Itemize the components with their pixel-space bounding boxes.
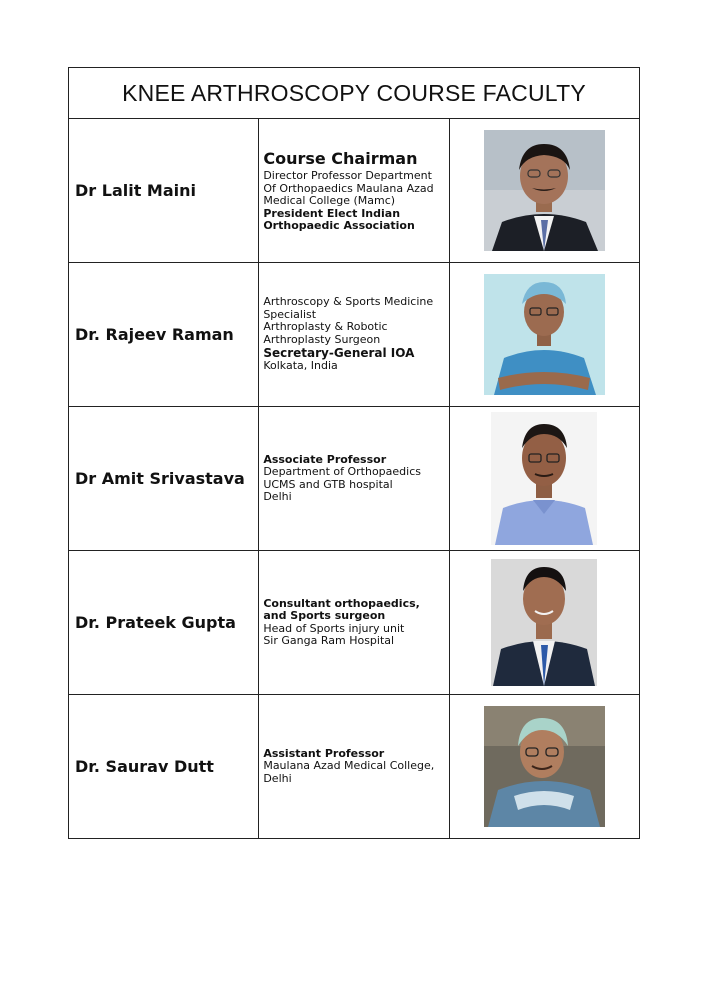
- faculty-line: UCMS and GTB hospital: [263, 477, 393, 491]
- faculty-info: [259, 263, 449, 407]
- faculty-line: Head of Sports injury unit: [263, 621, 405, 635]
- photo-cell: [449, 551, 639, 695]
- faculty-line: Maulana Azad Medical College,: [263, 759, 435, 773]
- page-title: KNEE ARTHROSCOPY COURSE FACULTY: [69, 68, 640, 119]
- faculty-info: [259, 695, 449, 839]
- faculty-name: Dr. Saurav Dutt: [69, 695, 259, 839]
- photo-cell: [449, 263, 639, 407]
- table-row: [69, 407, 640, 551]
- table-row: [69, 695, 640, 839]
- faculty-name: Dr. Rajeev Raman: [69, 263, 259, 407]
- headshot-rajeev-raman: [484, 274, 605, 395]
- faculty-line: Department of Orthopaedics: [263, 465, 421, 478]
- faculty-table: [68, 67, 640, 839]
- photo-cell: [449, 119, 639, 263]
- faculty-line: Arthroplasty & Robotic Arthroplasty Surgeon: [263, 320, 388, 346]
- headshot-saurav-dutt: [484, 706, 605, 827]
- faculty-line: Sir Ganga Ram Hospital: [263, 634, 395, 647]
- faculty-name: Dr. Prateek Gupta: [69, 551, 259, 695]
- faculty-info: [259, 407, 449, 551]
- headshot-amit-srivastava: [491, 412, 597, 545]
- faculty-bold-line: President Elect Indian Orthopaedic Association: [263, 206, 415, 233]
- faculty-bold-line: Associate Professor: [263, 452, 387, 466]
- faculty-line: Arthroscopy & Sports Medicine Specialist: [263, 295, 434, 321]
- photo-cell: [449, 695, 639, 839]
- table-row: [69, 119, 640, 263]
- faculty-name: Dr Amit Srivastava: [69, 407, 259, 551]
- faculty-bold-line: Secretary-General IOA: [263, 346, 415, 361]
- headshot-lalit-maini: [484, 130, 605, 251]
- faculty-name: Dr Lalit Maini: [69, 119, 259, 263]
- faculty-line: Delhi: [263, 490, 292, 503]
- faculty-line: Kolkata, India: [263, 359, 338, 373]
- table-row: [69, 263, 640, 407]
- faculty-heading: Course Chairman: [263, 149, 418, 169]
- table-row: [69, 551, 640, 695]
- faculty-line: Delhi: [263, 771, 292, 785]
- faculty-line: Director Professor Department Of Orthopaedics Maulana Azad Medical College (Mamc): [263, 169, 434, 208]
- faculty-info: [259, 551, 449, 695]
- headshot-prateek-gupta: [491, 559, 597, 686]
- faculty-bold-line: Consultant orthopaedics, and Sports surgeon: [263, 596, 420, 622]
- photo-cell: [449, 407, 639, 551]
- faculty-info: [259, 119, 449, 263]
- faculty-bold-line: Assistant Professor: [263, 746, 385, 760]
